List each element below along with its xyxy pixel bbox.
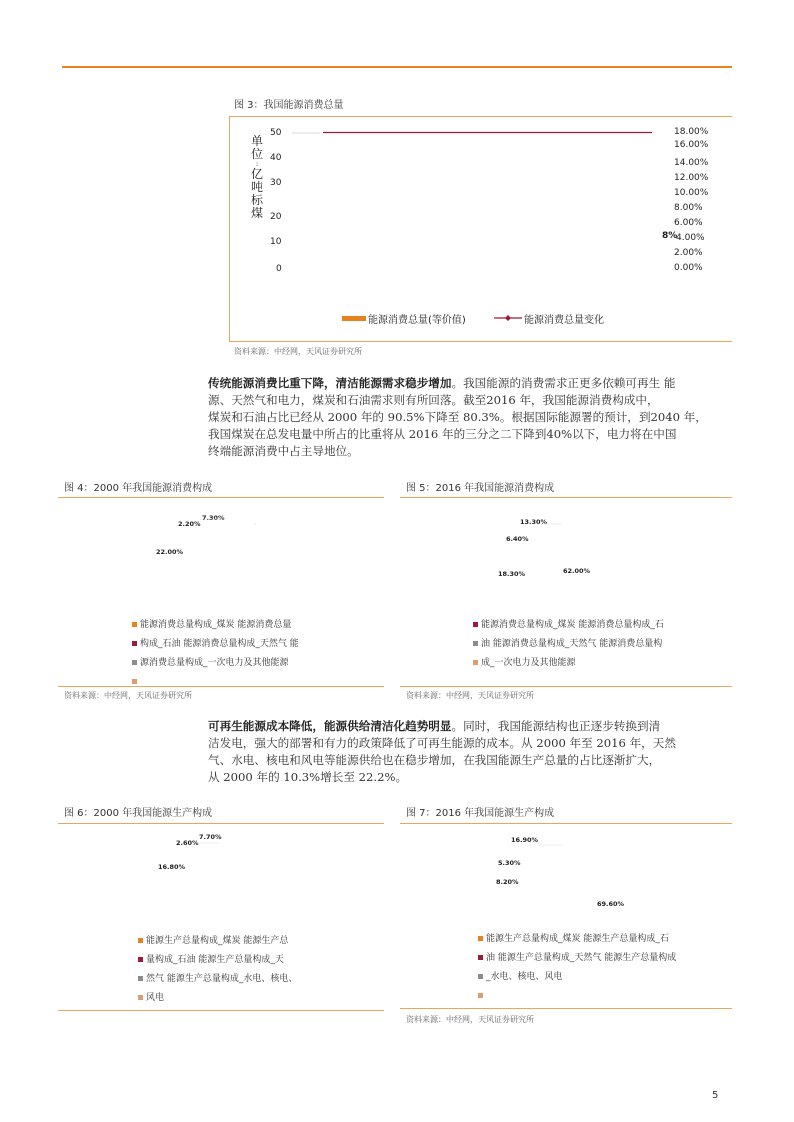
para2-line: 气、水电、核电和风电等能源供给也在稳步增加，在我国能源生产总量的占比逐渐扩大， (208, 753, 661, 767)
para2-line: 从 2000 年的 10.3%增长至 22.2%。 (208, 770, 408, 784)
fig6-pie-label: 2.60% (176, 839, 199, 847)
fig7-pie-label: 16.90% (511, 836, 539, 844)
fig6-legend-line: 然气 能源生产总量构成_水电、核电、 (146, 974, 298, 984)
fig3-right-tick: 6.00% (674, 218, 703, 228)
legend-swatch-gas (132, 660, 137, 665)
fig3-title-rule (229, 116, 732, 117)
fig7-title-rule (400, 823, 732, 824)
para1-line: 传统能源消费比重下降，清洁能源需求稳步增加。我国能源的消费需求正更多依赖可再生 能 (208, 376, 676, 390)
fig3-source: 资料来源：中经网，天风证券研究所 (234, 347, 362, 356)
fig3-annotation: 8% (662, 231, 678, 241)
fig3-bottom-rule (229, 341, 732, 342)
para1-line: 煤炭和石油占比已经从 2000 年的 90.5%下降至 80.3%。根据国际能源署的预计，到2040 年， (208, 410, 707, 424)
fig6-title-rule (58, 823, 384, 824)
fig3-y-char: 煤 (250, 206, 263, 220)
fig7-pie-label: 5.30% (498, 859, 521, 867)
fig3-left-border (229, 116, 230, 342)
fig5-title-rule (400, 497, 732, 498)
fig4-legend-line: 源消费总量构成_一次电力及其他能源 (140, 658, 289, 668)
fig4-title-rule (58, 497, 384, 498)
paragraph-2 (208, 718, 732, 786)
legend-label-line: 能源消费总量变化 (524, 315, 604, 326)
fig3-right-tick: 4.00% (676, 233, 705, 243)
para1-line: 源、天然气和电力，煤炭和石油需求则有所回落。截至2016 年，我国能源消费构成中， (208, 393, 659, 407)
fig5-legend-line: 成_一次电力及其他能源 (481, 658, 576, 668)
fig5-pie-label: 6.40% (506, 535, 529, 543)
fig7-bottom-rule (400, 1008, 732, 1009)
fig3-right-tick: 2.00% (674, 248, 703, 258)
header-rule (62, 66, 732, 68)
fig3-left-tick: 30 (270, 178, 282, 188)
fig3-left-tick: 50 (270, 128, 282, 138)
fig7-legend (478, 930, 676, 1006)
legend-swatch-coal (132, 622, 137, 627)
legend-bar-swatch (342, 316, 366, 321)
fig3-right-tick: 14.00% (674, 158, 709, 168)
fig3-y-char: 吨 (250, 180, 263, 194)
fig5-legend (473, 616, 664, 673)
fig3-left-tick: 40 (270, 153, 282, 163)
legend-swatch-gas (138, 976, 143, 981)
para2-heading: 可再生能源成本降低，能源供给清洁化趋势明显 (208, 719, 452, 733)
fig3-y-axis-title (250, 135, 264, 220)
legend-swatch-coal (478, 936, 483, 941)
fig5-bottom-rule (400, 686, 732, 687)
fig3-right-tick: 18.00% (674, 127, 709, 137)
fig6-legend-line: 能源生产总量构成_煤炭 能源生产总 (146, 936, 289, 946)
fig6-legend-line: 量构成_石油 能源生产总量构成_天 (146, 955, 284, 965)
fig6-bottom-rule (58, 1010, 384, 1011)
fig5-leader-lines (545, 518, 575, 528)
fig5-pie-label: 13.30% (520, 518, 548, 526)
fig3-left-tick: 0 (276, 264, 282, 274)
para2-line: 可再生能源成本降低，能源供给清洁化趋势明显。同时，我国能源结构也正逐步转换到清 (208, 719, 661, 733)
fig7-legend-line: _水电、核电、风电 (486, 972, 563, 982)
fig4-pie-label: 7.30% (202, 514, 225, 522)
legend-swatch-other (138, 995, 143, 1000)
fig5-source: 资料来源：中经网，天风证券研究所 (406, 691, 534, 700)
fig4-source: 资料来源：中经网，天风证券研究所 (64, 691, 192, 700)
fig5-title: 图 5：2016 年我国能源消费构成 (406, 483, 555, 494)
legend-swatch-oil (478, 955, 483, 960)
legend-swatch-gas (473, 641, 478, 646)
fig7-legend-line: 油 能源生产总量构成_天然气 能源生产总量构成 (486, 953, 677, 963)
para2-line: 洁发电，强大的部署和有力的政策降低了可再生能源的成本。从 2000 年至 2016 年，天然 (208, 736, 676, 750)
fig7-source: 资料来源：中经网，天风证券研究所 (406, 1015, 534, 1024)
fig3-left-tick: 20 (270, 212, 282, 222)
fig5-pie-label: 18.30% (498, 570, 526, 578)
fig3-title: 图 3：我国能源消费总量 (234, 100, 344, 111)
fig6-legend (138, 932, 297, 1008)
fig6-pie-label: 7.70% (199, 833, 222, 841)
fig5-pie-label: 62.00% (563, 567, 591, 575)
fig7-leader-lines (536, 840, 576, 850)
fig3-y-char: 亿 (250, 167, 263, 181)
fig6-title: 图 6：2000 年我国能源生产构成 (64, 808, 213, 819)
fig5-legend-line: 能源消费总量构成_煤炭 能源消费总量构成_石 (481, 620, 664, 630)
fig3-right-tick: 12.00% (674, 173, 709, 183)
fig3-right-tick: 16.00% (674, 140, 709, 150)
fig5-legend-line: 油 能源消费总量构成_天然气 能源消费总量构 (481, 639, 663, 649)
legend-label-bar: 能源消费总量(等价值) (368, 315, 466, 326)
fig4-legend-line: 能源消费总量构成_煤炭 能源消费总量 (140, 620, 292, 630)
fig6-legend-line: 风电 (146, 993, 165, 1003)
fig7-title: 图 7：2016 年我国能源生产构成 (406, 808, 555, 819)
legend-swatch-oil (473, 622, 478, 627)
para1-line: 终端能源消费中占主导地位。 (208, 444, 359, 458)
fig4-title: 图 4：2000 年我国能源消费构成 (64, 483, 213, 494)
fig4-legend-line: 构成_石油 能源消费总量构成_天然气 能 (140, 639, 299, 649)
fig6-pie-label: 16.80% (158, 863, 186, 871)
fig4-legend (132, 616, 299, 692)
legend-swatch-other (478, 993, 483, 998)
fig3-y-char: 标 (250, 193, 263, 207)
legend-swatch-oil (138, 957, 143, 962)
fig3-y-char: 位 (250, 147, 263, 161)
fig3-right-tick: 0.00% (674, 263, 703, 273)
fig3-right-tick: 10.00% (674, 188, 709, 198)
fig7-pie-label: 8.20% (496, 878, 519, 886)
fig7-legend-line: 能源生产总量构成_煤炭 能源生产总量构成_石 (486, 934, 669, 944)
fig3-right-tick: 8.00% (674, 203, 703, 213)
fig3-y-char: 单 (250, 134, 263, 148)
paragraph-1 (208, 375, 732, 460)
fig3-plot (290, 124, 670, 274)
fig4-pie-label: 2.20% (178, 520, 201, 528)
para1-heading: 传统能源消费比重下降，清洁能源需求稳步增加 (208, 376, 452, 390)
fig6-leader-lines (195, 838, 235, 848)
legend-swatch-gas (478, 974, 483, 979)
fig7-pie-label: 69.60% (597, 900, 625, 908)
legend-swatch-other (473, 660, 478, 665)
legend-line-swatch (494, 313, 524, 323)
fig4-bottom-rule (58, 686, 384, 687)
fig3-left-tick: 10 (270, 237, 282, 247)
fig4-leader-lines (190, 515, 270, 535)
legend-swatch-coal (138, 938, 143, 943)
page-number: 5 (712, 1090, 719, 1101)
legend-swatch-other (132, 679, 137, 684)
fig4-pie-label: 22.00% (156, 548, 184, 556)
para1-line: 我国煤炭在总发电量中所占的比重将从 2016 年的三分之二下降到40%以下，电力将在中国 (208, 427, 677, 441)
fig3-y-char: : (255, 160, 259, 168)
legend-swatch-oil (132, 641, 137, 646)
